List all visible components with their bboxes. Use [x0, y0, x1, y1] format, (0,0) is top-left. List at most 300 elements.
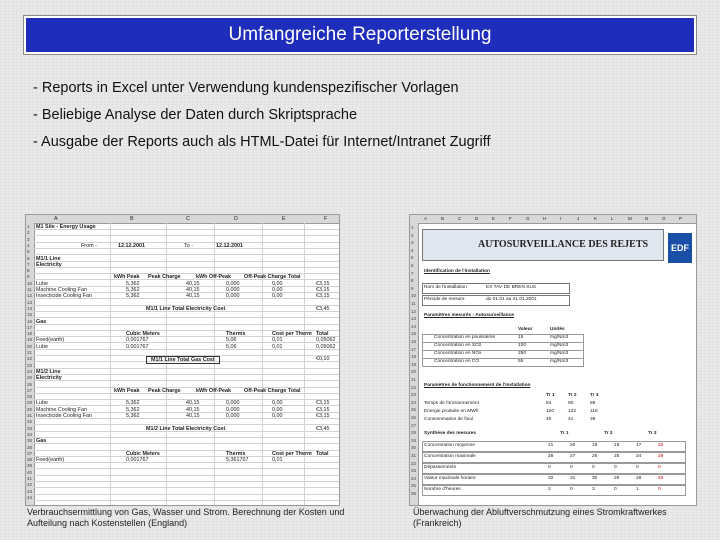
row-number: 19: [411, 361, 417, 367]
gridline-row: [34, 380, 339, 381]
sheet-cell: €3,15: [316, 413, 330, 419]
sheet-cell: Off-Peak Charge: [244, 387, 287, 394]
sheet-cell: 88: [590, 401, 596, 406]
row-number: 13: [27, 299, 33, 305]
sheet-cell: 40,15: [186, 406, 200, 413]
gridline-col: [262, 223, 263, 505]
gridline-row: [34, 443, 339, 444]
sheet-cell: 19: [592, 443, 598, 448]
row-number: 1: [27, 224, 30, 229]
sheet-cell: 3: [592, 487, 595, 492]
slide-title: Umfangreiche Reporterstellung: [24, 16, 696, 54]
row-number: 23: [411, 392, 417, 398]
sheet-cell: 0: [658, 487, 661, 492]
column-header: A: [54, 216, 58, 222]
sheet-cell: Tr 2: [568, 393, 577, 398]
column-header: O: [662, 216, 666, 221]
sheet-cell: Cost per Therm: [272, 331, 312, 338]
row-number: 30: [27, 406, 33, 412]
sheet-cell: Total: [316, 331, 329, 338]
sheet-cell: 40,15: [186, 287, 200, 293]
sheet-cell: 1: [636, 487, 639, 492]
sheet-cell: Paramètres mesurés - Autosurveillance: [424, 313, 514, 318]
sheet-cell: Total: [316, 450, 329, 457]
row-number: 34: [411, 475, 417, 481]
row-number: 31: [411, 453, 417, 458]
sheet-cell: 0: [592, 465, 595, 470]
sheet-cell: 0,000: [226, 287, 240, 293]
row-number: 17: [411, 346, 417, 352]
sheet-cell: 5,362: [126, 413, 140, 419]
sheet-cell: Concentration en NOx: [434, 351, 482, 356]
column-header: K: [594, 216, 598, 221]
bullet-item: - Ausgabe der Reports auch als HTML-Datei für Internet/Intranet Zugriff: [33, 134, 491, 150]
row-number: 1: [411, 225, 414, 230]
sheet-cell: €3,15: [316, 287, 330, 293]
column-header: C: [458, 216, 462, 221]
caption-right: Überwachung der Abluftverschmutzung eines Stromkraftwerkes (Frankreich): [413, 507, 667, 528]
row-number: 19: [27, 337, 33, 343]
sheet-cell: Paramètres de fonctionnement de l'installation: [424, 383, 531, 388]
gridline-row: [34, 235, 339, 236]
sheet-cell: €3,45: [316, 305, 330, 312]
sheet-cell: Tr 2: [604, 431, 613, 436]
gridline-row: [34, 475, 339, 476]
sheet-cell: 20: [570, 443, 576, 448]
row-number: 23: [27, 362, 33, 368]
sheet-cell: 5,362: [126, 280, 140, 287]
row-number: 4: [27, 242, 30, 248]
gridline-row: [34, 261, 339, 262]
sheet-cell: Insecticide Cooling Fan: [36, 413, 93, 419]
column-header: C: [186, 216, 190, 222]
sheet-cell: €3,15: [316, 280, 330, 287]
sheet-cell: Gas: [36, 438, 47, 445]
sheet-cell: 5,361767: [226, 457, 249, 464]
row-number: 18: [27, 331, 33, 337]
bullet-list: [33, 78, 693, 159]
sheet-cell: 55: [518, 359, 524, 364]
sheet-cell: 26: [592, 454, 598, 459]
row-number: 15: [411, 331, 417, 337]
sheet-cell: 21: [548, 443, 554, 448]
row-number: 12: [411, 308, 417, 314]
sheet-cell: M1/1 Line: [36, 255, 61, 262]
row-number: 15: [27, 312, 33, 318]
sheet-cell: Electricity: [36, 261, 62, 268]
sheet-cell: Lube: [36, 280, 48, 287]
sheet-cell: 0,01: [272, 337, 283, 344]
sheet-cell: Therms: [226, 331, 246, 338]
row-number: 10: [411, 293, 417, 299]
sheet-cell: Valeur maximale horaire: [424, 476, 476, 481]
sheet-cell: Lube: [36, 400, 48, 407]
gridline-row: [34, 324, 339, 325]
gridline-row: [34, 254, 339, 255]
sheet-cell: M1/1 Line Total Gas Cost: [146, 356, 220, 364]
sheet-cell: Cubic Meters: [126, 450, 160, 457]
row-number: 24: [411, 399, 417, 405]
bullet-item: - Beliebige Analyse der Daten durch Skriptsprache: [33, 107, 358, 123]
sheet-cell: 5,362: [126, 406, 140, 413]
column-header: A: [424, 216, 428, 221]
sheet-cell: kWh Peak: [114, 274, 140, 281]
gridline-row: [34, 468, 339, 469]
sheet-cell: Tr 3: [590, 393, 599, 398]
row-number: 14: [411, 323, 417, 329]
sheet-cell: Total: [288, 387, 301, 394]
sheet-cell: 33: [658, 476, 664, 481]
sheet-cell: 39: [590, 417, 596, 422]
sheet-cell: 30: [592, 476, 598, 481]
sheet-cell: Energie produite en MWh: [424, 409, 479, 414]
sheet-cell: 0: [570, 465, 573, 470]
column-header: D: [475, 216, 479, 221]
row-number: 17: [27, 324, 33, 330]
row-number: 14: [27, 305, 33, 311]
column-header: E: [282, 216, 286, 222]
row-number: 21: [411, 377, 417, 382]
sheet-cell: 0: [548, 465, 551, 470]
row-number: 2: [27, 230, 30, 236]
gridline-row: [34, 317, 339, 318]
row-number: 11: [411, 301, 416, 306]
sheet-cell: 90: [568, 401, 574, 406]
column-header: H: [543, 216, 547, 221]
row-number: 41: [27, 476, 33, 481]
column-header: M: [628, 216, 632, 221]
sheet-cell: 41: [568, 417, 574, 422]
sheet-cell: 0: [614, 465, 617, 470]
sheet-cell: mg/Nm3: [550, 343, 569, 348]
row-number: 9: [27, 274, 30, 280]
row-number: 30: [411, 445, 417, 451]
sheet-cell: Total: [288, 274, 301, 281]
column-header: I: [560, 216, 562, 221]
sheet-cell: Off-Peak Charge: [244, 274, 287, 281]
excel-screenshot-energy-usage: [25, 214, 340, 506]
row-number: 38: [27, 457, 33, 463]
sheet-cell: 84: [546, 401, 552, 406]
sheet-cell: 0,00: [272, 413, 283, 419]
row-number: 31: [27, 413, 33, 418]
column-header: J: [577, 216, 580, 221]
sheet-cell: kWh Peak: [114, 387, 140, 394]
row-number: 42: [27, 482, 33, 488]
sheet-cell: Cost per Therm: [272, 450, 312, 457]
sheet-cell: €0,10: [316, 356, 330, 363]
sheet-cell: 0,000: [226, 413, 240, 419]
sheet-cell: 17: [636, 443, 642, 448]
gridline-row: [34, 374, 339, 375]
sheet-cell: Electricity: [36, 375, 62, 382]
row-number: 34: [27, 431, 33, 437]
sheet-cell: Unités: [550, 327, 565, 332]
row-number: 33: [27, 425, 33, 431]
sheet-cell: 120: [546, 409, 555, 414]
gridline-row: [34, 462, 339, 463]
sheet-cell: 0,001767: [126, 457, 149, 464]
gridline-col: [110, 223, 111, 505]
sheet-cell: 0: [658, 465, 661, 470]
sheet-cell: M1/2 Line: [36, 368, 61, 375]
column-header: L: [611, 216, 614, 221]
sheet-cell: Nombre d'heures: [424, 487, 461, 492]
sheet-cell: 12.12.2001: [216, 242, 243, 249]
sheet-cell: Consommation de fioul: [424, 417, 474, 422]
column-header: B: [130, 216, 134, 222]
gridline-col: [304, 223, 305, 505]
caption-left: Verbrauchsermittlung von Gas, Wasser und Strom. Berechnung der Kosten und Aufteilung nach Kostenstellen (England): [27, 507, 345, 528]
row-number: 22: [27, 356, 33, 362]
sheet-cell: 0,000: [226, 406, 240, 413]
row-number: 37: [27, 450, 33, 456]
sheet-cell: Therms: [226, 450, 246, 457]
sheet-cell: 5,362: [126, 400, 140, 407]
sheet-cell: Période de mesure: [424, 297, 465, 302]
sheet-cell: 0,001767: [126, 343, 149, 350]
sheet-cell: 22: [658, 443, 664, 448]
sheet-cell: 0,000: [226, 280, 240, 287]
sheet-cell: €3,15: [316, 293, 330, 300]
row-number: 26: [27, 381, 33, 387]
sheet-cell: 24: [636, 454, 642, 459]
sheet-cell: Nom de l'installation: [424, 285, 467, 290]
row-number: 27: [411, 422, 417, 428]
sheet-cell: Lube: [36, 343, 48, 350]
row-number: 6: [27, 255, 30, 261]
sheet-cell: Dépassements: [424, 465, 456, 470]
sheet-cell: 250: [518, 351, 527, 356]
sheet-cell: 0,00: [272, 280, 283, 287]
sheet-cell: 5,362: [126, 287, 140, 293]
sheet-cell: Concentration en poussières: [434, 335, 496, 340]
row-number: 35: [411, 483, 417, 489]
sheet-cell: 25: [614, 454, 620, 459]
sheet-cell: 0,01: [272, 457, 283, 464]
row-number: 16: [411, 339, 417, 344]
sheet-cell: From -: [81, 242, 97, 249]
sheet-cell: 5,06: [226, 337, 237, 344]
gridline-row: [34, 349, 339, 350]
row-number: 25: [27, 375, 33, 381]
row-number: 44: [27, 494, 33, 500]
row-number: 5: [411, 255, 414, 261]
column-header-bar: [410, 215, 696, 224]
sheet-cell: Cubic Meters: [126, 331, 160, 338]
sheet-cell: 5,06: [226, 343, 237, 350]
column-header: B: [441, 216, 445, 221]
sheet-cell: 0,00: [272, 400, 283, 407]
sheet-cell: 29: [658, 454, 664, 459]
gridline-row: [34, 487, 339, 488]
row-number: 8: [411, 278, 414, 284]
column-header: N: [645, 216, 649, 221]
synth-row-box: [422, 485, 686, 496]
sheet-cell: Valeur: [518, 327, 533, 332]
sheet-cell: Insecticide Cooling Fan: [36, 293, 93, 300]
sheet-cell: 0,00: [272, 287, 283, 293]
row-number: 6: [411, 263, 414, 268]
sheet-cell: 122: [568, 409, 577, 414]
row-number: 43: [27, 488, 33, 494]
row-number: 11: [27, 287, 32, 292]
row-number: 13: [411, 316, 417, 322]
sheet-cell: 0,00: [272, 406, 283, 413]
sheet-cell: Feed(earth): [36, 457, 65, 464]
row-number: 36: [411, 491, 417, 496]
sheet-cell: 0,001767: [126, 337, 149, 344]
row-number: 27: [27, 387, 33, 393]
sheet-cell: Gas: [36, 318, 47, 325]
sheet-cell: Feed(earth): [36, 337, 65, 344]
sheet-cell: Machine Cooling Fan: [36, 287, 87, 293]
row-number: 2: [411, 232, 414, 238]
row-number: 12: [27, 293, 33, 299]
sheet-cell: 0: [570, 487, 573, 492]
sheet-cell: mg/Nm3: [550, 351, 569, 356]
sheet-cell: mg/Nm3: [550, 359, 569, 364]
sheet-cell: 0,01: [272, 343, 283, 350]
row-number: 24: [27, 368, 33, 374]
column-header: D: [234, 216, 238, 222]
sheet-cell: 40,15: [186, 400, 200, 407]
sheet-cell: du 01.01 au 31.01.2001: [486, 297, 537, 302]
sheet-cell: 0,000: [226, 293, 240, 300]
gridline-row: [34, 342, 339, 343]
sheet-cell: 28: [636, 476, 642, 481]
sheet-cell: Concentration moyenne: [424, 443, 475, 448]
gridline-row: [34, 368, 339, 369]
row-number: 3: [411, 240, 414, 246]
sheet-cell: €3,15: [316, 400, 330, 407]
sheet-cell: Identification de l'installation: [424, 269, 490, 274]
row-number: 36: [27, 444, 33, 450]
sheet-cell: Tr 1: [546, 393, 555, 398]
sheet-cell: Tr 3: [648, 431, 657, 436]
sheet-cell: 5,362: [126, 293, 140, 300]
sheet-cell: kWh Off-Peak: [196, 387, 232, 394]
row-number: 9: [411, 285, 414, 291]
gridline-row: [34, 494, 339, 495]
sheet-cell: 27: [570, 454, 576, 459]
sheet-cell: Temps de fonctionnement: [424, 401, 479, 406]
sheet-cell: €3,45: [316, 425, 330, 432]
row-number: 5: [27, 249, 30, 255]
sheet-cell: EX TAV DE BREN SUS: [486, 285, 537, 290]
row-number: 26: [411, 415, 417, 420]
sheet-cell: 15: [518, 335, 524, 340]
row-number: 10: [27, 280, 33, 286]
bullet-item: - Reports in Excel unter Verwendung kundenspezifischer Vorlagen: [33, 80, 459, 96]
sheet-cell: M1/2 Line Total Electricity Cost: [146, 425, 226, 432]
sheet-cell: 12.12.2001: [118, 242, 145, 249]
row-number: 3: [27, 236, 30, 242]
row-number: 28: [411, 430, 417, 436]
sheet-cell: M1/1 Line Total Electricity Cost: [146, 305, 226, 312]
column-header: P: [679, 216, 683, 221]
row-number: 32: [411, 460, 417, 466]
column-header-bar: [26, 215, 339, 224]
row-number: 33: [411, 468, 417, 474]
row-number: 21: [27, 350, 33, 355]
sheet-cell: 0,000: [226, 400, 240, 407]
sheet-cell: Peak Charge: [148, 387, 181, 394]
row-number: 35: [27, 438, 33, 444]
gridline-row: [34, 500, 339, 501]
row-number: 40: [27, 469, 33, 475]
row-number: 4: [411, 247, 414, 253]
sheet-cell: Machine Cooling Fan: [36, 406, 87, 413]
sheet-cell: 40,15: [186, 280, 200, 287]
sheet-cell: 118: [590, 409, 598, 414]
excel-screenshot-emissions: [409, 214, 697, 506]
sheet-cell: Concentration en SO2: [434, 343, 482, 348]
sheet-cell: 40,15: [186, 413, 200, 419]
row-number: 7: [27, 261, 30, 267]
row-number: 20: [411, 369, 417, 375]
sheet-cell: Tr 1: [560, 431, 569, 436]
sheet-cell: 29: [614, 476, 620, 481]
sheet-cell: 28: [548, 454, 554, 459]
sheet-cell: M1 Site - Energy Usage: [36, 224, 96, 230]
column-header: F: [509, 216, 512, 221]
sheet-cell: 0,05062: [316, 337, 336, 344]
sheet-cell: Concentration en CO: [434, 359, 480, 364]
column-header: E: [492, 216, 496, 221]
synth-row-box: [422, 463, 686, 474]
gridline-row: [34, 481, 339, 482]
column-header: G: [526, 216, 530, 221]
row-number: 32: [27, 419, 33, 425]
sheet-cell: 0,00: [272, 293, 283, 300]
row-number: 16: [27, 318, 33, 324]
row-number: 29: [27, 400, 33, 406]
row-number: 39: [27, 463, 33, 469]
sheet-cell: 31: [570, 476, 576, 481]
column-header: F: [324, 216, 328, 222]
sheet-cell: 100: [518, 343, 527, 348]
sheet-cell: 40,15: [186, 293, 200, 300]
sheet-cell: kWh Off-Peak: [196, 274, 232, 281]
sheet-cell: Concentration maximale: [424, 454, 476, 459]
gridline-row: [34, 267, 339, 268]
report-title: AUTOSURVEILLANCE DES REJETS: [478, 239, 649, 250]
row-number: 29: [411, 437, 417, 443]
sheet-cell: Synthèse des mesures: [424, 431, 476, 436]
sheet-cell: To -: [184, 242, 193, 249]
sheet-cell: 0: [614, 487, 617, 492]
sheet-cell: mg/Nm3: [550, 335, 569, 340]
sheet-cell: 18: [614, 443, 620, 448]
sheet-cell: 0,05062: [316, 343, 336, 350]
row-number: 25: [411, 407, 417, 413]
sheet-cell: €3,15: [316, 406, 330, 413]
sheet-cell: 0: [636, 465, 639, 470]
row-number: 8: [27, 268, 30, 274]
row-number: 28: [27, 394, 33, 400]
sheet-cell: 40: [546, 417, 552, 422]
sheet-cell: 32: [548, 476, 554, 481]
row-number: 7: [411, 270, 414, 276]
edf-logo: EDF: [668, 233, 692, 263]
sheet-cell: Peak Charge: [148, 274, 181, 281]
row-number: 18: [411, 354, 417, 360]
row-number: 20: [27, 343, 33, 349]
sheet-cell: 2: [548, 487, 551, 492]
gridline-row: [34, 437, 339, 438]
row-number: 22: [411, 384, 417, 390]
